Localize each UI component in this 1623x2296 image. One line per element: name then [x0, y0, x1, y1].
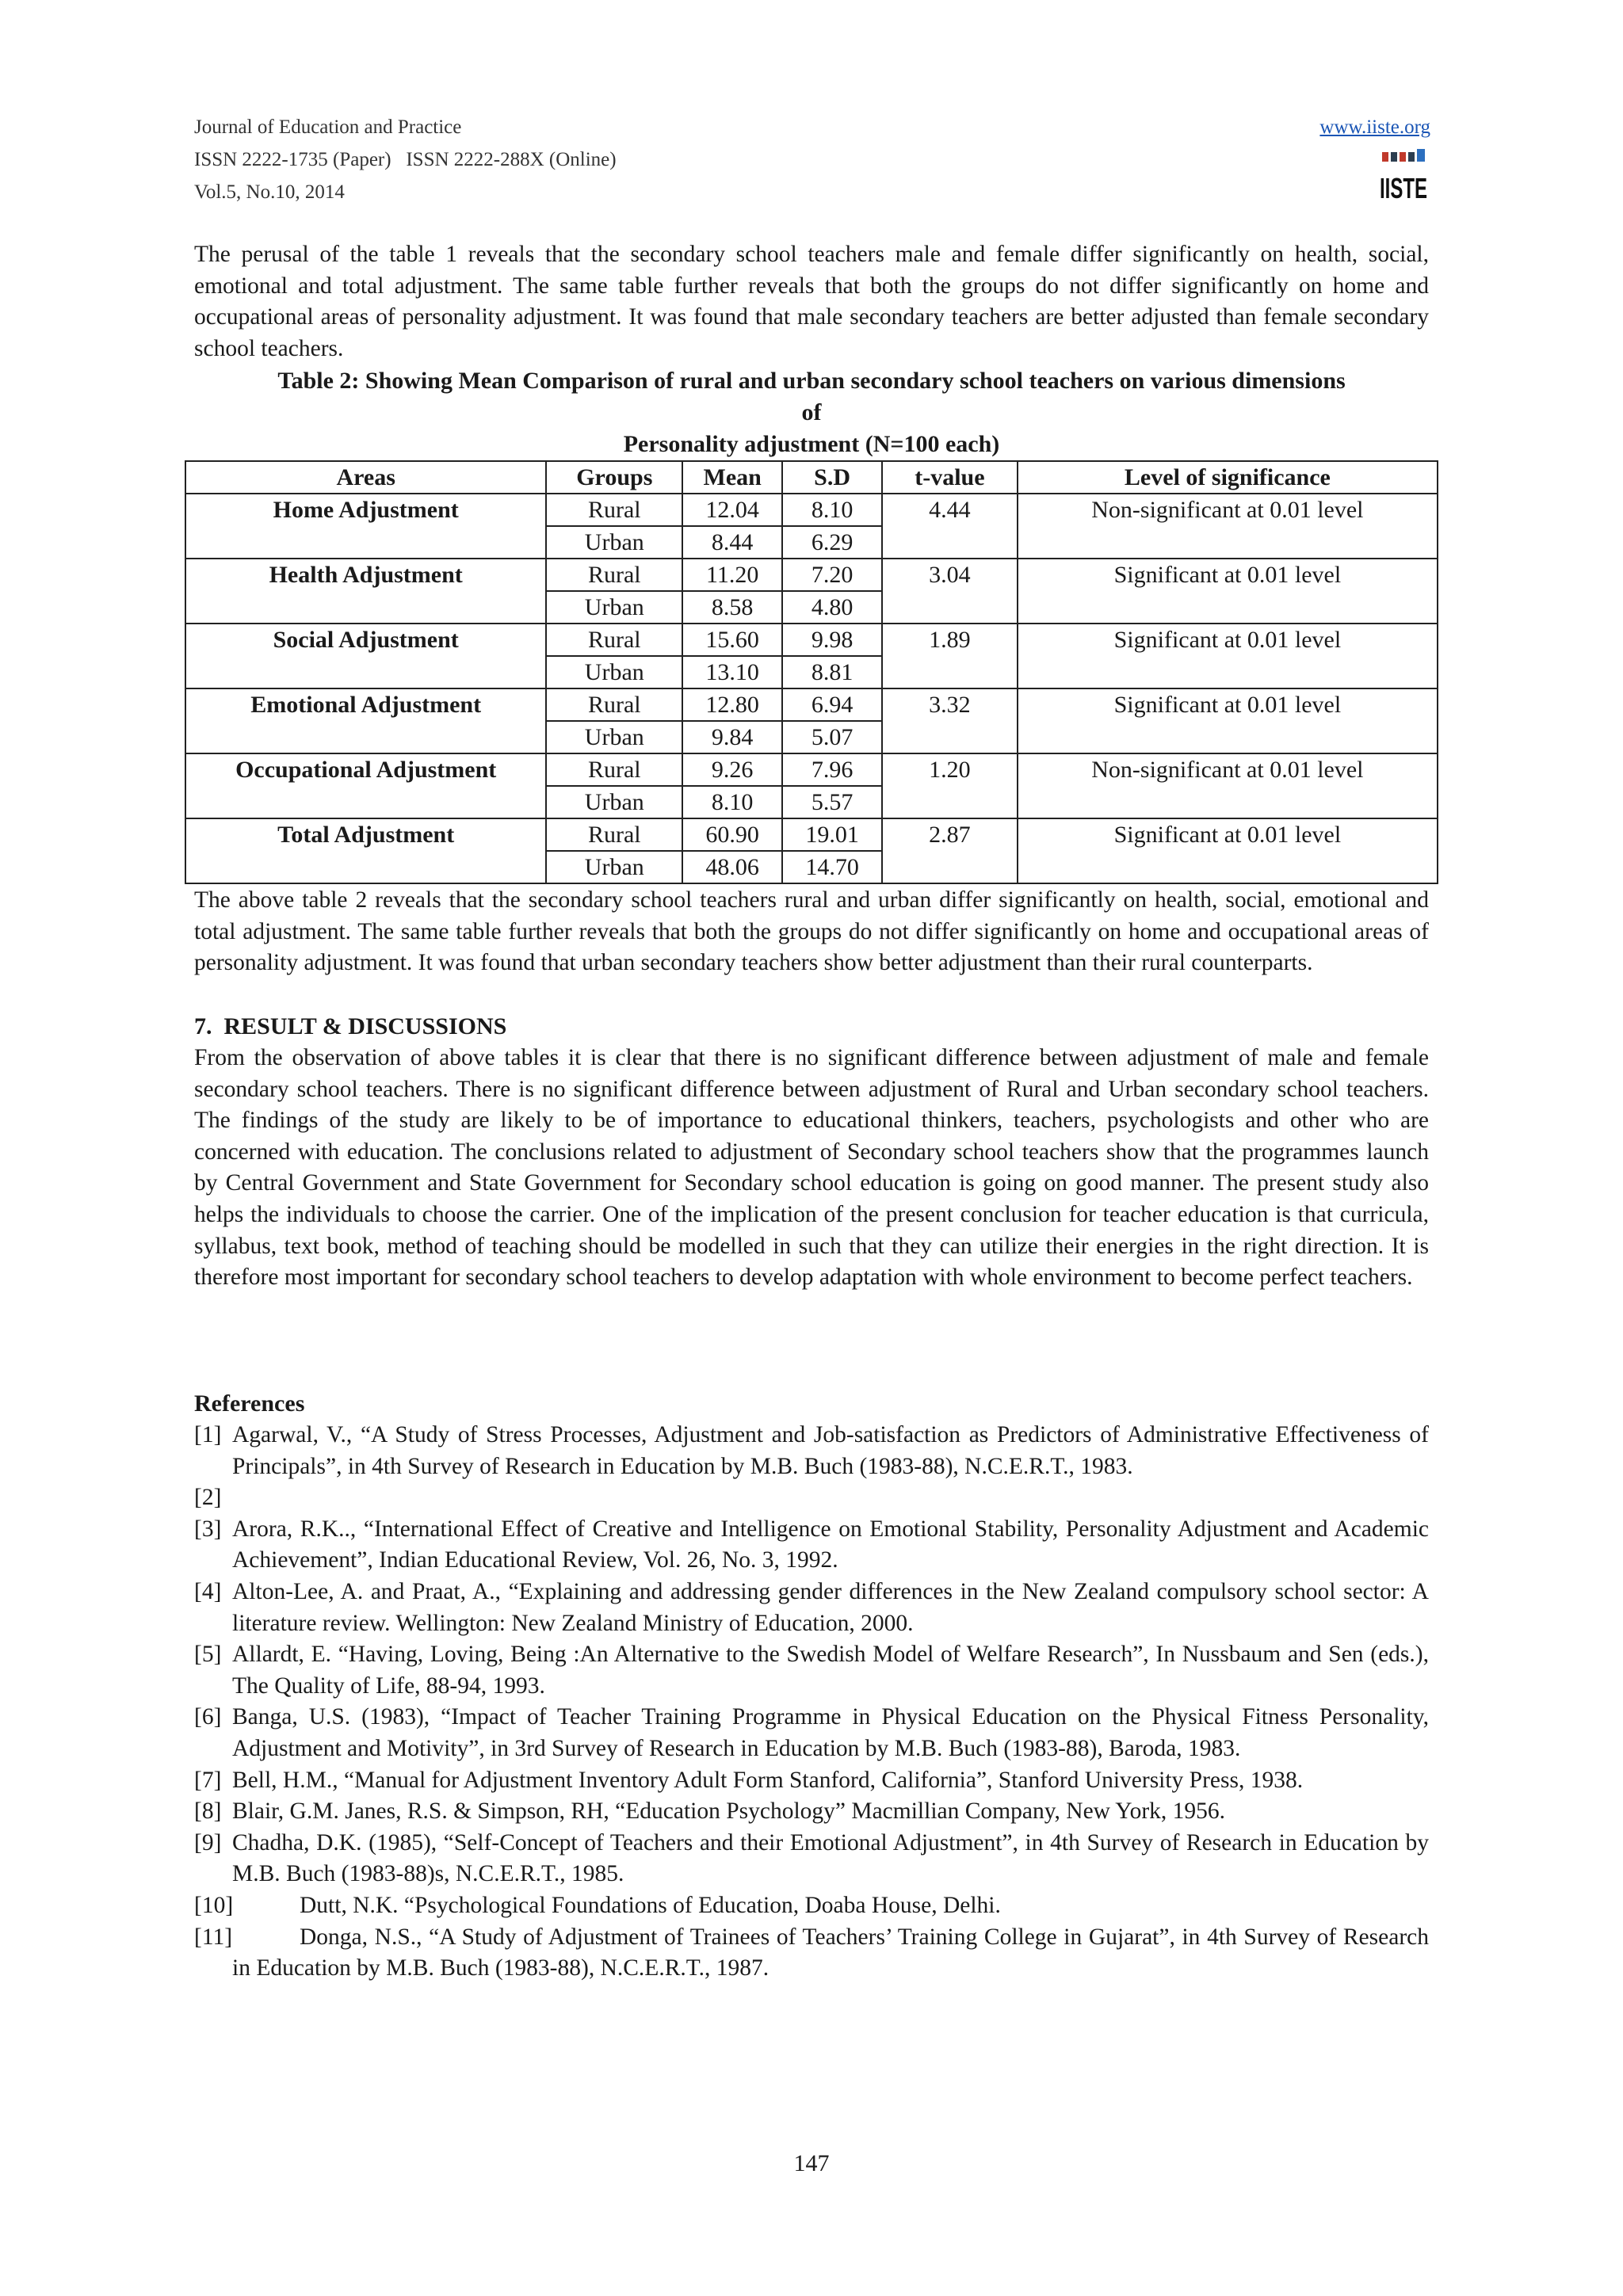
area-cell: Social Adjustment: [185, 624, 546, 688]
header-sd: S.D: [782, 461, 882, 494]
table2-caption-line1: Table 2: Showing Mean Comparison of rural and urban secondary school teachers on various dimensions: [277, 368, 1346, 394]
reference-text: Agarwal, V., “A Study of Stress Processes, Adjustment and Job-satisfaction as Predictors of Administrative Effectiveness of Principals”, in 4th Survey of Research in Education by M.B. Buch (1983-88), N.C.E.R.T., 1983.: [232, 1422, 1429, 1479]
reference-number: [2]: [194, 1485, 222, 1511]
table-row: [185, 688, 1438, 721]
table-row: [185, 494, 1438, 526]
sd-cell: 5.57: [782, 786, 882, 818]
sd-cell: 5.07: [782, 721, 882, 753]
group-cell: Urban: [546, 526, 682, 559]
mean-cell: 9.84: [682, 721, 782, 753]
table-row: [185, 624, 1438, 656]
journal-url-link[interactable]: www.iiste.org: [1319, 116, 1430, 138]
sd-cell: 14.70: [782, 851, 882, 883]
reference-text: Bell, H.M., “Manual for Adjustment Inventory Adult Form Stanford, California”, Stanford University Press, 1938.: [232, 1767, 1304, 1793]
mean-cell: 9.26: [682, 753, 782, 786]
header-t-value: t-value: [882, 461, 1018, 494]
table-header-row: [185, 461, 1438, 494]
reference-text: Allardt, E. “Having, Loving, Being :An Alternative to the Swedish Model of Welfare Research”, In Nussbaum and Sen (eds.), The Quality of Life, 88-94, 1993.: [232, 1642, 1429, 1699]
intro-paragraph: The perusal of the table 1 reveals that the secondary school teachers male and female differ significantly on health, social, emotional and total adjustment. The same table further reveals that both the groups do not differ significantly on home and occupational areas of personality adjustment. It was found that male secondary teachers are better adjusted than female secondary school teachers.: [194, 242, 1429, 361]
mean-cell: 12.04: [682, 494, 782, 526]
journal-name: Journal of Education and Practice: [194, 116, 462, 138]
mean-cell: 8.58: [682, 591, 782, 624]
reference-text: Donga, N.S., “A Study of Adjustment of Trainees of Teachers’ Training College in Gujarat”, in 4th Survey of Research in Education by M.B. Buch (1983-88), N.C.E.R.T., 1987.: [232, 1924, 1429, 1981]
table2-caption-line2: of: [801, 399, 822, 425]
sd-cell: 7.96: [782, 753, 882, 786]
reference-item: [194, 1922, 1429, 1985]
reference-text: Chadha, D.K. (1985), “Self-Concept of Teachers and their Emotional Adjustment”, in 4th Survey of Research in Education by M.B. Buch (1983-88)s, N.C.E.R.T., 1985.: [232, 1829, 1429, 1887]
group-cell: Urban: [546, 851, 682, 883]
after-table-paragraph: The above table 2 reveals that the secondary school teachers rural and urban differ significantly on health, social, emotional and total adjustment. The same table further reveals that both the groups do not differ significantly on home and occupational areas of personality adjustment. It was found that urban secondary teachers show better adjustment than their rural counterparts.: [194, 887, 1429, 976]
group-cell: Urban: [546, 591, 682, 624]
sd-cell: 9.98: [782, 624, 882, 656]
sd-cell: 7.20: [782, 559, 882, 591]
journal-issn: ISSN 2222-1735 (Paper) ISSN 2222-288X (Online): [194, 149, 617, 170]
sd-cell: 6.94: [782, 688, 882, 721]
sd-cell: 8.10: [782, 494, 882, 526]
t-value-cell: 1.20: [882, 753, 1018, 818]
group-cell: Urban: [546, 786, 682, 818]
area-cell: Emotional Adjustment: [185, 688, 546, 753]
significance-cell: Non-significant at 0.01 level: [1018, 494, 1438, 559]
group-cell: Rural: [546, 753, 682, 786]
reference-text: [232, 1482, 1429, 1514]
significance-cell: Significant at 0.01 level: [1018, 624, 1438, 688]
journal-volume: Vol.5, No.10, 2014: [194, 181, 345, 203]
significance-cell: Significant at 0.01 level: [1018, 559, 1438, 624]
mean-cell: 8.44: [682, 526, 782, 559]
group-cell: Rural: [546, 494, 682, 526]
group-cell: Rural: [546, 818, 682, 851]
references-list: [194, 1420, 1429, 1985]
reference-number: [11]: [194, 1924, 233, 1950]
reference-number: [4]: [194, 1578, 222, 1604]
table2-caption-line3: Personality adjustment (N=100 each): [623, 431, 1000, 457]
t-value-cell: 2.87: [882, 818, 1018, 883]
mean-cell: 13.10: [682, 656, 782, 688]
header-groups: Groups: [546, 461, 682, 494]
references-heading: References: [194, 1390, 305, 1417]
section-paragraph: From the observation of above tables it is clear that there is no significant difference between adjustment of male and female secondary school teachers. There is no significant difference between adjustment of Rural and Urban secondary school teachers. The findings of the study are likely to be of importance to educational thinkers, teachers, psychologists and other who are concerned with education. The conclusions related to adjustment of Secondary school teachers show that the programmes launch by Central Government and State Government for Secondary school education is going on good manner. The present study also helps the individuals to choose the carrier. One of the implication of the present conclusion for teacher education is that curricula, syllabus, text book, method of teaching should be modelled in such that they can utilize their energies in the right direction. It is therefore most important for secondary school teachers to develop adaptation with whole environment to become perfect teachers.: [194, 1045, 1429, 1291]
group-cell: Rural: [546, 624, 682, 656]
significance-cell: Non-significant at 0.01 level: [1018, 753, 1438, 818]
sd-cell: 6.29: [782, 526, 882, 559]
area-cell: Occupational Adjustment: [185, 753, 546, 818]
reference-item: [194, 1765, 1429, 1797]
reference-item: [194, 1482, 1429, 1514]
mean-cell: 15.60: [682, 624, 782, 656]
significance-cell: Significant at 0.01 level: [1018, 688, 1438, 753]
group-cell: Urban: [546, 721, 682, 753]
reference-item: [194, 1702, 1429, 1764]
reference-text: Arora, R.K.., “International Effect of Creative and Intelligence on Emotional Stability, Personality Adjustment and Academic Achievement”, Indian Educational Review, Vol. 26, No. 3, 1992.: [232, 1516, 1429, 1573]
mean-cell: 12.80: [682, 688, 782, 721]
header-level-of-significance: Level of significance: [1018, 461, 1438, 494]
header-mean: Mean: [682, 461, 782, 494]
sd-cell: 19.01: [782, 818, 882, 851]
reference-number: [9]: [194, 1829, 222, 1855]
reference-number: [5]: [194, 1642, 222, 1668]
mean-cell: 8.10: [682, 786, 782, 818]
reference-number: [1]: [194, 1422, 222, 1447]
reference-text: Banga, U.S. (1983), “Impact of Teacher Training Programme in Physical Education on the Physical Fitness Personality, Adjustment and Motivity”, in 3rd Survey of Research in Education by M.B. Buch (1983-88), Baroda, 1983.: [232, 1704, 1429, 1761]
reference-text: Dutt, N.K. “Psychological Foundations of Education, Doaba House, Delhi.: [300, 1892, 1001, 1918]
sd-cell: 8.81: [782, 656, 882, 688]
table-row: [185, 818, 1438, 851]
reference-text: Blair, G.M. Janes, R.S. & Simpson, RH, “Education Psychology” Macmillian Company, New York, 1956.: [232, 1798, 1226, 1825]
table2: [185, 460, 1438, 884]
svg-text:IISTE: IISTE: [1380, 172, 1427, 204]
reference-number: [6]: [194, 1704, 222, 1730]
header-areas: Areas: [185, 461, 546, 494]
reference-item: [194, 1796, 1429, 1828]
section-heading: 7. RESULT & DISCUSSIONS: [194, 1013, 507, 1039]
t-value-cell: 4.44: [882, 494, 1018, 559]
reference-item: [194, 1890, 1429, 1922]
reference-number: [10]: [194, 1892, 234, 1918]
area-cell: Home Adjustment: [185, 494, 546, 559]
table2-caption: [194, 365, 1429, 460]
area-cell: Health Adjustment: [185, 559, 546, 624]
area-cell: Total Adjustment: [185, 818, 546, 883]
sd-cell: 4.80: [782, 591, 882, 624]
reference-item: [194, 1639, 1429, 1702]
mean-cell: 11.20: [682, 559, 782, 591]
t-value-cell: 3.04: [882, 559, 1018, 624]
mean-cell: 60.90: [682, 818, 782, 851]
group-cell: Urban: [546, 656, 682, 688]
reference-number: [7]: [194, 1767, 222, 1793]
table-row: [185, 559, 1438, 591]
group-cell: Rural: [546, 559, 682, 591]
significance-cell: Significant at 0.01 level: [1018, 818, 1438, 883]
reference-text: Alton-Lee, A. and Praat, A., “Explaining and addressing gender differences in the New Zealand compulsory school sector: A literature review. Wellington: New Zealand Ministry of Education, 2000.: [232, 1578, 1429, 1636]
iiste-logo-icon: [1377, 149, 1430, 204]
journal-header: [194, 111, 617, 208]
page-number: 147: [793, 2150, 830, 2176]
reference-item: [194, 1514, 1429, 1577]
t-value-cell: 3.32: [882, 688, 1018, 753]
reference-item: [194, 1577, 1429, 1639]
reference-number: [8]: [194, 1798, 222, 1825]
reference-item: [194, 1420, 1429, 1482]
table-row: [185, 753, 1438, 786]
mean-cell: 48.06: [682, 851, 782, 883]
t-value-cell: 1.89: [882, 624, 1018, 688]
group-cell: Rural: [546, 688, 682, 721]
reference-number: [3]: [194, 1516, 222, 1542]
table2-body: [185, 494, 1438, 883]
reference-item: [194, 1828, 1429, 1890]
